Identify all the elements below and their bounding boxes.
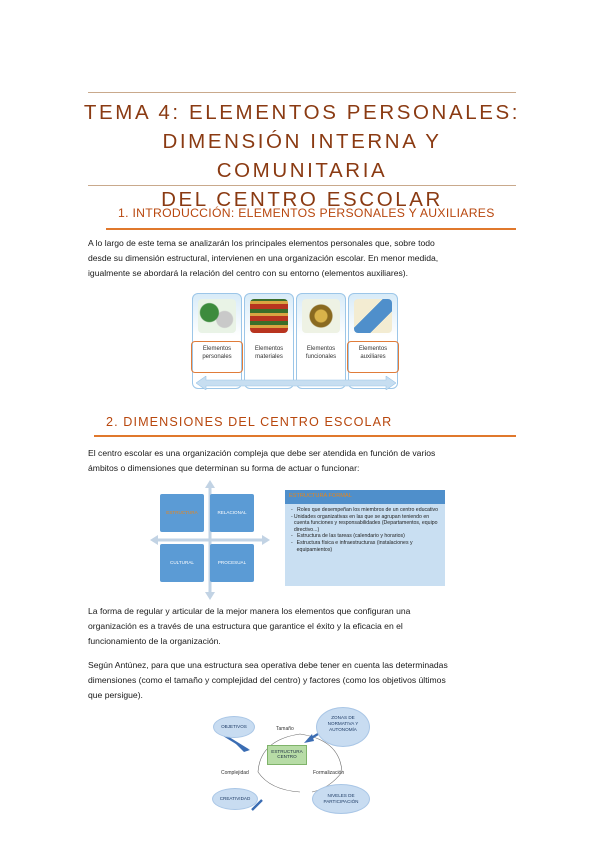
quadrant-estructura xyxy=(160,494,204,532)
title-line-3: DEL CENTRO ESCOLAR xyxy=(161,188,443,211)
list-item xyxy=(291,533,441,540)
double-arrow-icon xyxy=(196,376,396,390)
para-line: ámbitos o dimensiones que determinan su forma de actuar o funcionar: xyxy=(88,463,360,473)
bullet: - xyxy=(291,533,293,540)
card-label-line: funcionales xyxy=(305,353,337,360)
circle-zonas xyxy=(316,707,370,747)
highlight-auxiliares xyxy=(347,341,399,373)
title-bottom-rule xyxy=(88,185,516,186)
quadrant-label: PROCESUAL xyxy=(217,560,247,565)
circle-label: CREATIVIDAD xyxy=(219,796,251,801)
quadrant-procesual xyxy=(210,544,254,582)
title-line-2: DIMENSIÓN INTERNA Y COMUNITARIA xyxy=(162,130,442,182)
circle-niveles xyxy=(312,784,370,814)
center-line-1: ESTRUCTURA xyxy=(271,749,303,754)
quadrant-label: RELACIONAL xyxy=(217,510,247,515)
card-funcionales xyxy=(296,293,346,389)
circle-label: PARTICIPACIÓN xyxy=(323,799,359,804)
card-label-line: auxiliares xyxy=(360,353,386,360)
section-1-paragraph xyxy=(88,236,516,281)
quadrant-label: ESTRUCTURA xyxy=(166,510,198,515)
card-label-line: Elementos xyxy=(358,346,388,352)
list-item xyxy=(291,540,441,553)
section-2-paragraph-1 xyxy=(88,446,516,476)
section-2-underline xyxy=(94,435,516,437)
quadrant-cultural xyxy=(160,544,204,582)
para-line: A lo largo de este tema se analizarán los principales elementos personales que, sobre todo xyxy=(88,238,435,248)
page-title xyxy=(80,98,524,214)
card-label-line: personales xyxy=(202,353,232,360)
estructura-formal-list xyxy=(291,507,441,553)
quadrant-label: CULTURAL xyxy=(170,560,194,565)
list-item-text: Estructura física e infraestructuras (instalaciones y equipamientos) xyxy=(296,539,413,553)
label-tamano: Tamaño xyxy=(276,726,294,732)
center-structure-box xyxy=(267,745,307,765)
list-item-text: Roles que desempeñan los miembros de un centro educativo xyxy=(297,507,439,513)
para-line: igualmente se abordará la relación del centro con su entorno (elementos auxiliares). xyxy=(88,268,409,278)
bullet: - xyxy=(291,539,293,546)
para-line: organización es a través de una estructura que garantice el éxito y la eficacia en el xyxy=(88,621,403,631)
section-2-paragraph-2 xyxy=(88,604,516,649)
para-line: La forma de regular y articular de la mejor manera los elementos que configuran una xyxy=(88,606,411,616)
card-label-line: Elementos xyxy=(306,346,336,352)
estructura-formal-header xyxy=(285,490,445,504)
para-line: desde su dimensión estructural, intervienen en una organización escolar. En menor medida, xyxy=(88,253,439,263)
para-line: dimensiones (como el tamaño y complejidad del centro) y factores (como los objetivos últimos xyxy=(88,675,446,685)
para-line: Según Antúnez, para que una estructura sea operativa debe tener en cuenta las determinadas xyxy=(88,660,448,670)
circle-label: ZONAS DE xyxy=(331,715,355,720)
card-label-line: Elementos xyxy=(254,346,284,352)
circle-label: NORMATIVA Y xyxy=(327,721,359,726)
circle-label: NIVELES DE xyxy=(327,793,355,798)
para-line: que persigue). xyxy=(88,690,143,700)
para-line: El centro escolar es una organización compleja que debe ser atendida en función de varios xyxy=(88,448,436,458)
card-label-line: Elementos xyxy=(202,346,232,352)
section-1-heading: 1. INTRODUCCIÓN: ELEMENTOS PERSONALES Y AUXILIARES xyxy=(118,206,495,220)
bullet: - xyxy=(291,507,293,513)
people-illustration-icon xyxy=(198,299,236,333)
list-item-text: Unidades organizativas en las que se agrupan teniendo en cuenta funciones y responsabilidades (Departamentos, equipo directivo...) xyxy=(293,513,438,533)
card-label xyxy=(245,346,293,361)
circle-creatividad xyxy=(212,788,258,810)
card-label xyxy=(297,346,345,361)
title-line-1: TEMA 4: ELEMENTOS PERSONALES: xyxy=(83,101,521,124)
section-1-underline xyxy=(106,228,516,230)
estructura-formal-title: ESTRUCTURA FORMAL xyxy=(289,493,352,499)
section-2-heading: 2. DIMENSIONES DEL CENTRO ESCOLAR xyxy=(106,415,393,429)
highlight-personales xyxy=(191,341,243,373)
building-illustration-icon xyxy=(354,299,392,333)
list-item xyxy=(291,514,441,534)
label-complejidad: Complejidad xyxy=(221,770,249,776)
circle-label: AUTONOMÍA xyxy=(329,727,357,732)
list-item-text: Estructura de las tareas (calendario y horarios) xyxy=(297,533,405,540)
section-2-paragraph-3 xyxy=(88,658,516,703)
books-illustration-icon xyxy=(250,299,288,333)
quadrant-relacional xyxy=(210,494,254,532)
circle-label: OBJETIVOS xyxy=(221,724,247,729)
list-item xyxy=(291,507,441,514)
card-label-line: materiales xyxy=(255,353,283,360)
label-formalizacion: Formalización xyxy=(313,770,345,776)
title-top-rule xyxy=(88,92,516,93)
estructura-formal-box xyxy=(285,490,445,586)
card-materiales xyxy=(244,293,294,389)
center-line-2: CENTRO xyxy=(277,754,297,759)
circle-objetivos xyxy=(213,716,255,738)
compass-illustration-icon xyxy=(302,299,340,333)
para-line: funcionamiento de la organización. xyxy=(88,636,221,646)
bullet: - xyxy=(291,513,293,520)
